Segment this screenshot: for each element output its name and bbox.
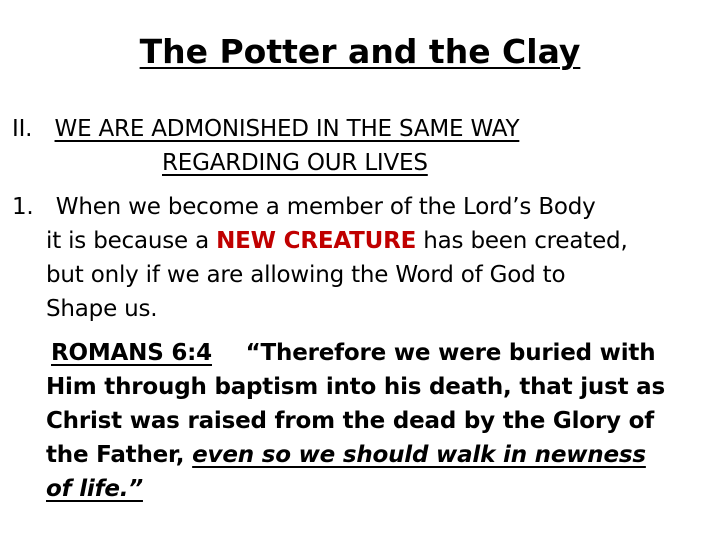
scripture-text4-emphasis: even so we should walk in newness bbox=[192, 442, 646, 468]
scripture-line5 bbox=[46, 473, 143, 505]
scripture-text1: “Therefore we were buried with bbox=[245, 340, 656, 366]
point1-line4 bbox=[46, 293, 157, 325]
point1-line2 bbox=[46, 225, 628, 257]
new-creature-highlight: NEW CREATURE bbox=[216, 228, 417, 254]
scripture-text2: Him through baptism into his death, that just as bbox=[46, 374, 665, 400]
slide-title bbox=[0, 30, 720, 74]
point1-line3 bbox=[46, 259, 565, 291]
point1-text2-before: it is because a bbox=[46, 228, 217, 254]
scripture-text4-plain: the Father, bbox=[46, 442, 193, 468]
slide-title-text: The Potter and the Clay bbox=[139, 32, 581, 71]
scripture-text5-emphasis: of life.” bbox=[46, 476, 143, 502]
section-number: II. bbox=[12, 116, 33, 142]
point1-text3: but only if we are allowing the Word of God to bbox=[46, 262, 566, 288]
point1-text4: Shape us. bbox=[46, 296, 158, 322]
scripture-line2 bbox=[46, 371, 665, 403]
scripture-text3: Christ was raised from the dead by the Glory of bbox=[46, 408, 655, 434]
scripture-line3 bbox=[46, 405, 654, 437]
point1-line1 bbox=[12, 191, 596, 223]
point1-text1: When we become a member of the Lord’s Body bbox=[55, 194, 596, 220]
scripture-line1 bbox=[51, 337, 655, 369]
section-heading-text2: REGARDING OUR LIVES bbox=[162, 150, 428, 176]
scripture-reference: ROMANS 6:4 bbox=[51, 340, 212, 366]
scripture-line4 bbox=[46, 439, 646, 471]
point1-number: 1. bbox=[12, 194, 34, 220]
point1-text2-after: has been created, bbox=[416, 228, 628, 254]
section-heading-line1 bbox=[12, 113, 519, 145]
section-heading-line2 bbox=[162, 147, 428, 179]
section-heading-text1: WE ARE ADMONISHED IN THE SAME WAY bbox=[54, 116, 520, 142]
